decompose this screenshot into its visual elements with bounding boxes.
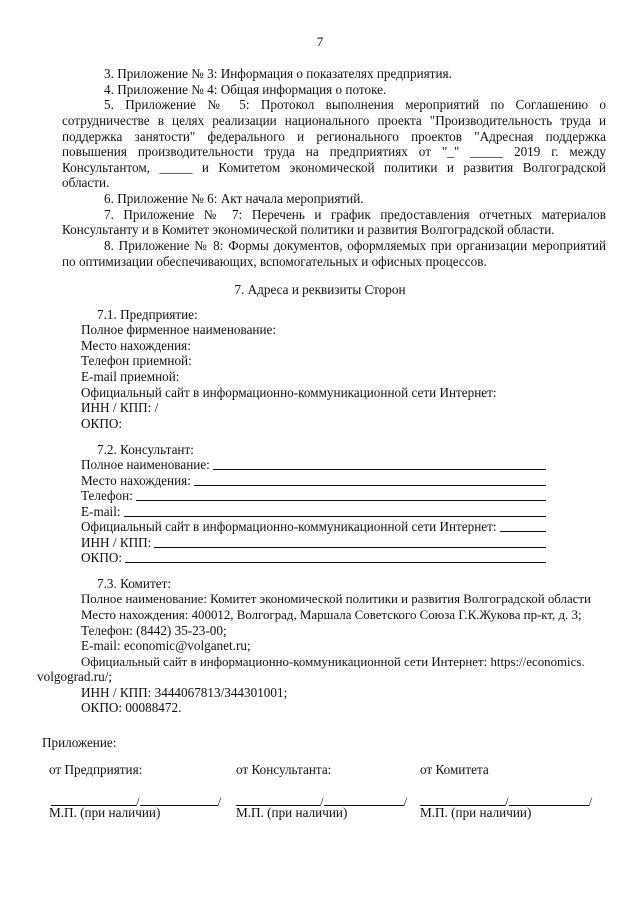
- committee-website-cont: volgograd.ru/;: [37, 669, 113, 684]
- consultant-inn-kpp-label: ИНН / КПП:: [81, 535, 152, 550]
- enterprise-full-name: Полное фирменное наименование:: [81, 322, 277, 337]
- page-number: 7: [316, 34, 324, 49]
- appendix-5-line-1: 5. Приложение № 5: Протокол выполнения мероприятий по Соглашению о: [104, 97, 606, 112]
- consultant-location-blank: [194, 473, 546, 486]
- consultant-okpo-row: [81, 550, 546, 566]
- appendix-5-line-2: сотрудничестве в целях реализации национального проекта "Производительность труда и: [62, 113, 606, 128]
- consultant-okpo-blank: [125, 550, 546, 563]
- sign-from-committee: от Комитета: [420, 762, 489, 777]
- consultant-okpo-label: ОКПО:: [81, 550, 123, 565]
- consultant-website-blank: [500, 519, 546, 532]
- committee-okpo: ОКПО: 00088472.: [81, 700, 182, 715]
- signature-line-consultant: / /: [236, 793, 407, 810]
- consultant-email-label: E-mail:: [81, 504, 121, 519]
- appendix-7-line-2: Консультанту и в Комитет экономической политики и развития Волгоградской области.: [62, 222, 555, 237]
- stamp-enterprise: М.П. (при наличии): [49, 805, 161, 820]
- consultant-inn-kpp-row: [81, 535, 546, 551]
- appendix-8-line-1: 8. Приложение № 8: Формы документов, оформляемых при организации мероприятий: [104, 238, 606, 253]
- signature-line-committee: / /: [420, 793, 592, 810]
- enterprise-location: Место нахождения:: [81, 338, 191, 353]
- consultant-full-name-blank: [213, 457, 546, 470]
- consultant-email-row: [81, 504, 546, 520]
- appendix-4: 4. Приложение № 4: Общая информация о потоке.: [104, 82, 387, 97]
- section-title: 7. Адреса и реквизиты Сторон: [234, 282, 406, 297]
- sign-from-enterprise: от Предприятия:: [49, 762, 143, 777]
- appendix-7-line-1: 7. Приложение № 7: Перечень и график предоставления отчетных материалов: [104, 207, 606, 222]
- appendix-3: 3. Приложение № 3: Информация о показателях предприятия.: [104, 66, 452, 81]
- consultant-inn-kpp-blank: [154, 535, 546, 548]
- sign-from-consultant: от Консультанта:: [236, 762, 332, 777]
- appendix-8-line-2: по оптимизации обеспечивающих, вспомогательных и офисных процессов.: [62, 254, 487, 269]
- committee-heading: 7.3. Комитет:: [97, 576, 172, 591]
- appendix-6: 6. Приложение № 6: Акт начала мероприятий.: [104, 191, 364, 206]
- consultant-full-name-label: Полное наименование:: [81, 457, 210, 472]
- attachment-label: Приложение:: [42, 735, 117, 750]
- committee-inn-kpp: ИНН / КПП: 3444067813/344301001;: [81, 685, 288, 700]
- enterprise-phone: Телефон приемной:: [81, 353, 192, 368]
- consultant-phone-row: [81, 488, 546, 504]
- consultant-heading: 7.2. Консультант:: [97, 442, 194, 457]
- consultant-location-row: [81, 473, 546, 489]
- enterprise-inn-kpp: ИНН / КПП: /: [81, 400, 159, 415]
- enterprise-heading: 7.1. Предприятие:: [97, 307, 198, 322]
- consultant-phone-blank: [136, 488, 546, 501]
- committee-email: E-mail: economic@volganet.ru;: [81, 638, 251, 653]
- stamp-committee: М.П. (при наличии): [420, 805, 532, 820]
- consultant-email-blank: [124, 504, 546, 517]
- appendix-5-line-3: поддержка занятости" федерального и регионального проектов "Адресная поддержка: [62, 129, 606, 144]
- consultant-full-name-row: [81, 457, 546, 473]
- appendix-5-line-4: повышения производительности труда на предприятиях от "_" _____ 2019 г. между: [62, 144, 606, 159]
- enterprise-website: Официальный сайт в информационно-коммуникационной сети Интернет:: [81, 385, 497, 400]
- committee-website: Официальный сайт в информационно-коммуникационной сети Интернет: https://economics.: [81, 655, 585, 669]
- consultant-location-label: Место нахождения:: [81, 473, 191, 488]
- stamp-consultant: М.П. (при наличии): [236, 805, 348, 820]
- signature-line-enterprise: / /: [51, 793, 221, 810]
- enterprise-email: E-mail приемной:: [81, 369, 180, 384]
- consultant-website-row: [81, 519, 546, 535]
- consultant-website-label: Официальный сайт в информационно-коммуникационной сети Интернет:: [81, 519, 497, 534]
- consultant-phone-label: Телефон:: [81, 488, 133, 503]
- committee-phone: Телефон: (8442) 35-23-00;: [81, 623, 227, 638]
- enterprise-okpo: ОКПО:: [81, 416, 123, 431]
- committee-location: Место нахождения: 400012, Волгоград, Маршала Советского Союза Г.К.Жукова пр-кт, д. 3;: [81, 608, 582, 622]
- appendix-5-line-6: области.: [62, 175, 110, 190]
- committee-full-name: Полное наименование: Комитет экономической политики и развития Волгоградской области: [81, 592, 591, 606]
- appendix-5-line-5: Консультантом, _____ и Комитетом экономической политики и развития Волгоградской: [62, 160, 606, 175]
